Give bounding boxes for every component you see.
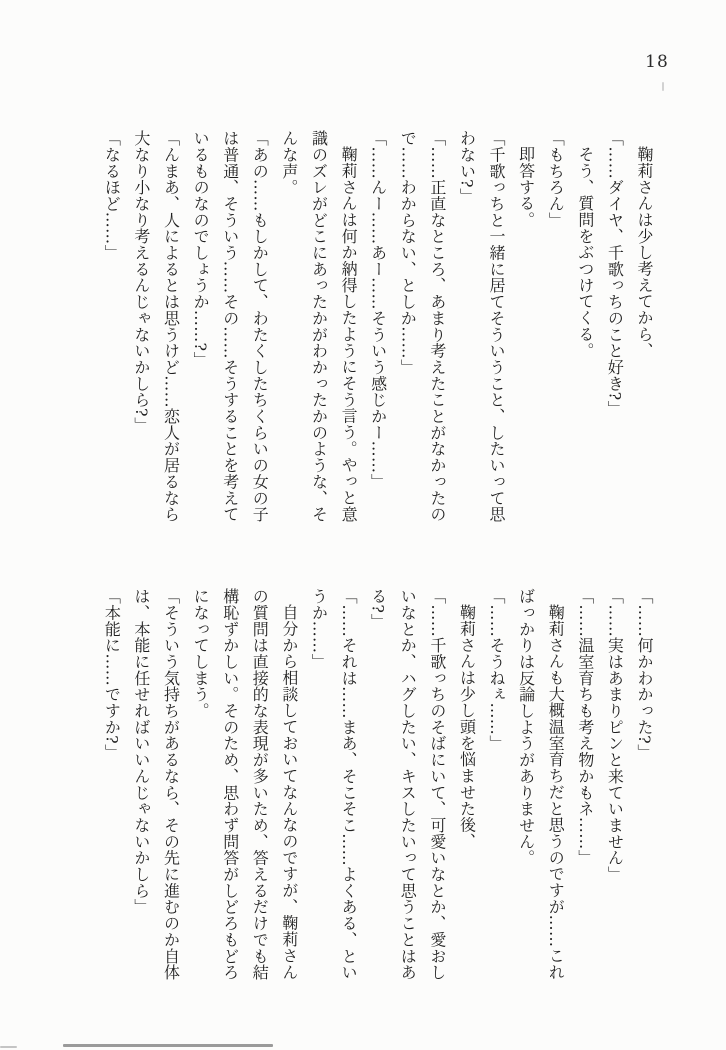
paragraph: 「……んー……あー……そういう感じかー……」 (368, 130, 388, 490)
paragraph: 「……実はあまりピンと来ていません」 (605, 588, 625, 883)
text-block-bottom (97, 588, 659, 982)
paragraph: 「なるほど……」 (102, 130, 122, 261)
paragraph: 「そういう気持ちがあるなら、その先に進むのか自体は、本能に任せればいいんじゃないかしら」 (131, 588, 181, 981)
text-block-top (97, 130, 659, 524)
paragraph: 「……それは……まあ、そこそこ……よくある、というか……」 (309, 588, 359, 981)
paragraph: 「……正直なところ、あまり考えたことがなかったので……わからない、としか……」 (398, 130, 447, 523)
paragraph: 鞠莉さんは少し考えてから、 (635, 146, 654, 359)
paragraph: 「もちろん」 (546, 130, 566, 229)
paragraph: 「……千歌っちのそばにいて、可愛いなとか、愛おしいなとか、ハグしたい、キスしたいって思うことはある?」 (368, 588, 447, 981)
paragraph: 「……何かわかった?」 (635, 588, 654, 761)
paragraph: 「……ダイヤ、千歌っちのこと好き?」 (605, 130, 625, 417)
scan-artifact-speck (662, 82, 664, 91)
paragraph: そう、質問をぶつけてくる。 (575, 146, 595, 359)
paragraph: 自分から相談しておいてなんなのですが、鞠莉さんの質問は直接的な表現が多いため、答えるだけでも結構恥ずかしい。そのため、思わず問答がしどろもどろになってしまう。 (191, 588, 299, 981)
paragraph: 鞠莉さんは少し頭を悩ませた後、 (457, 604, 477, 850)
page-number: 18 (645, 52, 669, 72)
paragraph: 鞠莉さんは何か納得したようにそう言う。やっと意識のズレがどこにあったかがわかったかのような、そんな声。 (279, 130, 359, 523)
paragraph: 「本能に……ですか?」 (102, 588, 122, 761)
paragraph: 「千歌っちと一緒に居てそういうこと、したいって思わない?」 (457, 130, 507, 523)
paragraph: 「あの……もしかして、わたくしたちくらいの女の子は普通、そういう……その……そうすることを考えているものなのでしょうか……?」 (191, 130, 270, 523)
paragraph: 「んまあ、人によるとは思うけど……恋人が居るなら大なり小なり考えるんじゃないかしら?」 (131, 130, 181, 523)
scan-artifact-line (0, 1046, 17, 1048)
scan-artifact-line (63, 1044, 273, 1047)
paragraph: 鞠莉さんも大概温室育ちだと思うのですが……こればっかりは反論しようがありません。 (516, 588, 566, 981)
paragraph: 即答する。 (516, 146, 536, 228)
paragraph: 「……温室育ちも考え物かもネ……」 (575, 588, 595, 866)
paragraph: 「……そうねぇ……」 (487, 588, 507, 752)
